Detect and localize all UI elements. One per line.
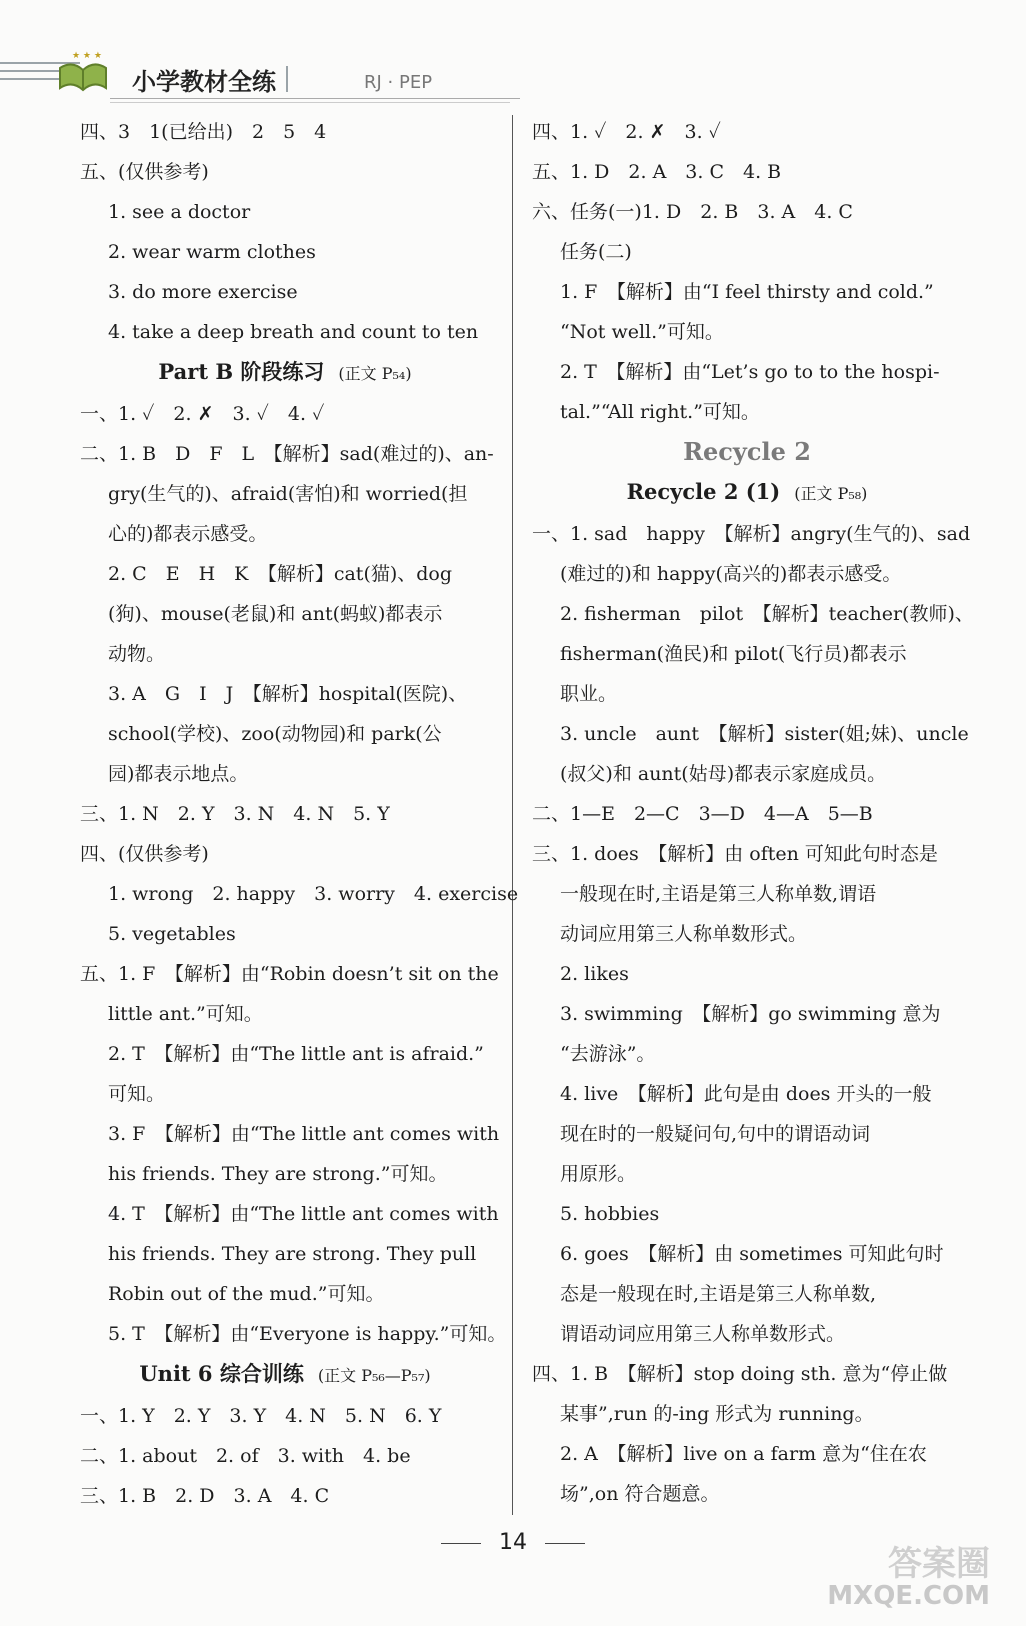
- svg-text:★ ★ ★: ★ ★ ★: [72, 51, 102, 61]
- book-logo-icon: [56, 48, 110, 96]
- answer-line: 二、1. about 2. of 3. with 4. be: [80, 1445, 411, 1467]
- header-subtitle: RJ · PEP: [364, 72, 433, 93]
- answer-line: 2. likes: [560, 963, 629, 985]
- answer-line: 1. wrong 2. happy 3. worry 4. exercise: [108, 883, 519, 905]
- answer-line: 6. goes 【解析】由 sometimes 可知此句时: [560, 1243, 944, 1265]
- answer-line: 3. swimming 【解析】go swimming 意为: [560, 1003, 941, 1025]
- answer-line: 可知。: [108, 1083, 166, 1105]
- answer-line: 心的)都表示感受。: [108, 523, 268, 545]
- answer-line: (叔父)和 aunt(姑母)都表示家庭成员。: [560, 763, 887, 785]
- header-rule-thin: [110, 102, 510, 103]
- answer-line: 2. A 【解析】live on a farm 意为“住在农: [560, 1443, 927, 1465]
- answer-line: (狗)、mouse(老鼠)和 ant(蚂蚁)都表示: [108, 603, 443, 625]
- answer-line: 3. do more exercise: [108, 281, 298, 303]
- answer-line: 场”,on 符合题意。: [560, 1483, 720, 1505]
- section-page-ref: (正文 P₅₆—P₅₇): [317, 1366, 431, 1385]
- answer-line: 二、1. B D F L 【解析】sad(难过的)、an-: [80, 443, 494, 465]
- answer-line: 3. F 【解析】由“The little ant comes with: [108, 1123, 500, 1145]
- answer-line: 谓语动词应用第三人称单数形式。: [560, 1323, 846, 1345]
- answer-line: Robin out of the mud.”可知。: [108, 1283, 385, 1305]
- section-title: Recycle 2 (1): [626, 479, 781, 504]
- answer-line: his friends. They are strong. They pull: [108, 1243, 477, 1265]
- watermark-line2: MXQE.COM: [827, 1581, 990, 1611]
- answer-line: 3. uncle aunt 【解析】sister(姐;妹)、uncle: [560, 723, 969, 745]
- answer-line: gry(生气的)、afraid(害怕)和 worried(担: [108, 483, 468, 505]
- answer-line: “去游泳”。: [560, 1043, 656, 1065]
- answer-line: 六、任务(一)1. D 2. B 3. A 4. C: [532, 201, 853, 223]
- answer-line: 3. A G I J 【解析】hospital(医院)、: [108, 683, 468, 705]
- answer-line: 5. hobbies: [560, 1203, 660, 1225]
- answer-line: 5. T 【解析】由“Everyone is happy.”可知。: [108, 1323, 507, 1345]
- left-column: [80, 112, 519, 1516]
- answer-line: 4. T 【解析】由“The little ant comes with: [108, 1203, 499, 1225]
- answer-line: 三、1. does 【解析】由 often 可知此句时态是: [532, 843, 938, 865]
- answer-line: 四、3 1(已给出) 2 5 4: [80, 121, 327, 143]
- section-heading: [80, 1354, 490, 1396]
- answer-line: school(学校)、zoo(动物园)和 park(公: [108, 723, 442, 745]
- answer-line: “Not well.”可知。: [560, 321, 724, 343]
- answer-line: 动词应用第三人称单数形式。: [560, 923, 808, 945]
- header-separator: [286, 66, 288, 92]
- answer-line: 四、(仅供参考): [80, 843, 209, 865]
- answer-line: (难过的)和 happy(高兴的)都表示感受。: [560, 563, 902, 585]
- answer-line: 动物。: [108, 643, 166, 665]
- answer-line: his friends. They are strong.”可知。: [108, 1163, 448, 1185]
- section-title: Part B 阶段练习: [158, 359, 325, 384]
- answer-line: 2. wear warm clothes: [108, 241, 316, 263]
- answer-line: 某事”,run 的-ing 形式为 running。: [560, 1403, 874, 1425]
- answer-line: 态是一般现在时,主语是第三人称单数,: [560, 1283, 877, 1305]
- answer-line: 五、(仅供参考): [80, 161, 209, 183]
- answer-line: 1. F 【解析】由“I feel thirsty and cold.”: [560, 281, 934, 303]
- answer-line: 一、1. sad happy 【解析】angry(生气的)、sad: [532, 523, 971, 545]
- answer-line: 1. see a doctor: [108, 201, 251, 223]
- section-title: Unit 6 综合训练: [139, 1361, 304, 1386]
- answer-line: 现在时的一般疑问句,句中的谓语动词: [560, 1123, 871, 1145]
- answer-line: 用原形。: [560, 1163, 637, 1185]
- section-page-ref: (正文 P₅₄): [338, 364, 412, 383]
- answer-line: 一、1. Y 2. Y 3. Y 4. N 5. N 6. Y: [80, 1405, 442, 1427]
- section-heading: [532, 472, 962, 514]
- watermark: [827, 1544, 990, 1612]
- answer-line: 2. T 【解析】由“The little ant is afraid.”: [108, 1043, 484, 1065]
- answer-line: 2. C E H K 【解析】cat(猫)、dog: [108, 563, 453, 585]
- answer-line: 2. fisherman pilot 【解析】teacher(教师)、: [560, 603, 974, 625]
- answer-line: 一般现在时,主语是第三人称单数,谓语: [560, 883, 877, 905]
- answer-line: 四、1. ✓ 2. ✗ 3. ✓: [532, 121, 721, 143]
- footer-dash-right: [545, 1543, 585, 1544]
- answer-line: little ant.”可知。: [108, 1003, 263, 1025]
- section-page-ref: (正文 P₅₈): [794, 484, 868, 503]
- answer-line: 职业。: [560, 683, 618, 705]
- answer-line: 4. live 【解析】此句是由 does 开头的一般: [560, 1083, 932, 1105]
- section-heading: [80, 352, 490, 394]
- answer-line: 4. take a deep breath and count to ten: [108, 321, 479, 343]
- page-number: 14: [499, 1530, 527, 1555]
- header-title: 小学教材全练: [132, 68, 276, 96]
- right-column: [532, 112, 974, 1514]
- answer-line: fisherman(渔民)和 pilot(飞行员)都表示: [560, 643, 907, 665]
- answer-line: 五、1. F 【解析】由“Robin doesn’t sit on the: [80, 963, 499, 985]
- watermark-line1: 答案圈: [888, 1544, 990, 1584]
- answer-line: 2. T 【解析】由“Let’s go to to the hospi-: [560, 361, 940, 383]
- answer-line: 一、1. ✓ 2. ✗ 3. ✓ 4. ✓: [80, 403, 325, 425]
- answer-line: 二、1—E 2—C 3—D 4—A 5—B: [532, 803, 873, 825]
- answer-line: 5. vegetables: [108, 923, 236, 945]
- column-divider: [512, 115, 513, 1515]
- answer-line: 三、1. B 2. D 3. A 4. C: [80, 1485, 330, 1507]
- answer-line: 任务(二): [560, 241, 632, 263]
- answer-line: 四、1. B 【解析】stop doing sth. 意为“停止做: [532, 1363, 948, 1385]
- answer-line: 三、1. N 2. Y 3. N 4. N 5. Y: [80, 803, 390, 825]
- answer-line: tal.”“All right.”可知。: [560, 401, 760, 423]
- answer-line: 五、1. D 2. A 3. C 4. B: [532, 161, 782, 183]
- unit-heading: Recycle 2: [683, 437, 811, 466]
- footer-dash-left: [441, 1543, 481, 1544]
- answer-line: 园)都表示地点。: [108, 763, 249, 785]
- header-rule: [110, 98, 520, 99]
